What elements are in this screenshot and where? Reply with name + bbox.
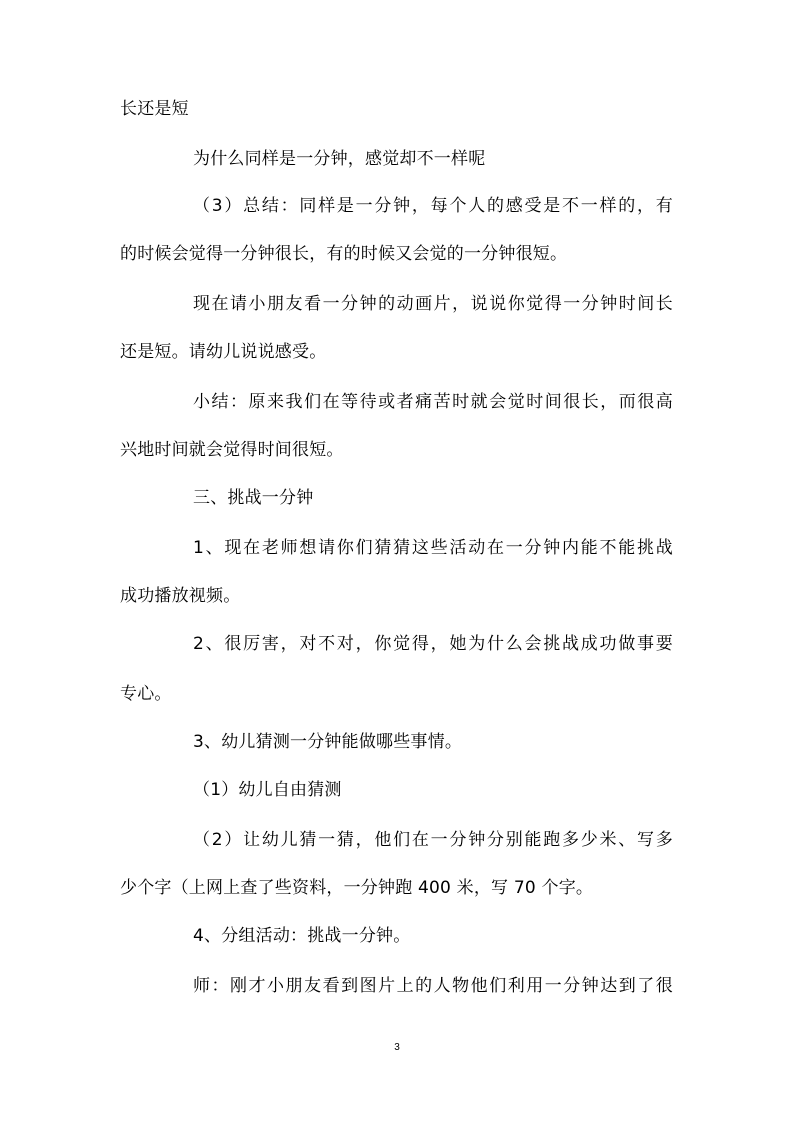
paragraph-line-18: 4、分组活动：挑战一分钟。 xyxy=(193,926,411,946)
page-number: 3 xyxy=(394,1042,400,1053)
paragraph-line-15: （1）幼儿自由猜测 xyxy=(193,780,342,800)
paragraph-line-11: 成功播放视频。 xyxy=(120,586,241,606)
section-heading: 三、挑战一分钟 xyxy=(193,488,314,508)
paragraph-line-3: （3）总结：同样是一分钟，每个人的感受是不一样的，有 xyxy=(193,196,673,216)
paragraph-line-7: 小结：原来我们在等待或者痛苦时就会觉时间很长，而很高 xyxy=(193,392,673,412)
paragraph-line-12: 2、很厉害，对不对，你觉得，她为什么会挑战成功做事要 xyxy=(193,634,673,654)
paragraph-line-2: 为什么同样是一分钟，感觉却不一样呢 xyxy=(193,149,486,169)
paragraph-line-16: （2）让幼儿猜一猜，他们在一分钟分别能跑多少米、写多 xyxy=(193,830,673,850)
paragraph-line-17: 少个字（上网上查了些资料，一分钟跑 400 米，写 70 个字。 xyxy=(120,878,594,898)
paragraph-line-8: 兴地时间就会觉得时间很短。 xyxy=(120,440,344,460)
paragraph-line-10: 1、现在老师想请你们猜猜这些活动在一分钟内能不能挑战 xyxy=(193,538,673,558)
paragraph-line-19: 师：刚才小朋友看到图片上的人物他们利用一分钟达到了很 xyxy=(193,976,673,996)
paragraph-line-14: 3、幼儿猜测一分钟能做哪些事情。 xyxy=(193,732,463,752)
paragraph-line-5: 现在请小朋友看一分钟的动画片，说说你觉得一分钟时间长 xyxy=(193,294,673,314)
paragraph-line-13: 专心。 xyxy=(120,684,172,704)
paragraph-line-6: 还是短。请幼儿说说感受。 xyxy=(120,342,327,362)
paragraph-line-1: 长还是短 xyxy=(120,99,189,119)
paragraph-line-4: 的时候会觉得一分钟很长，有的时候又会觉的一分钟很短。 xyxy=(120,244,568,264)
